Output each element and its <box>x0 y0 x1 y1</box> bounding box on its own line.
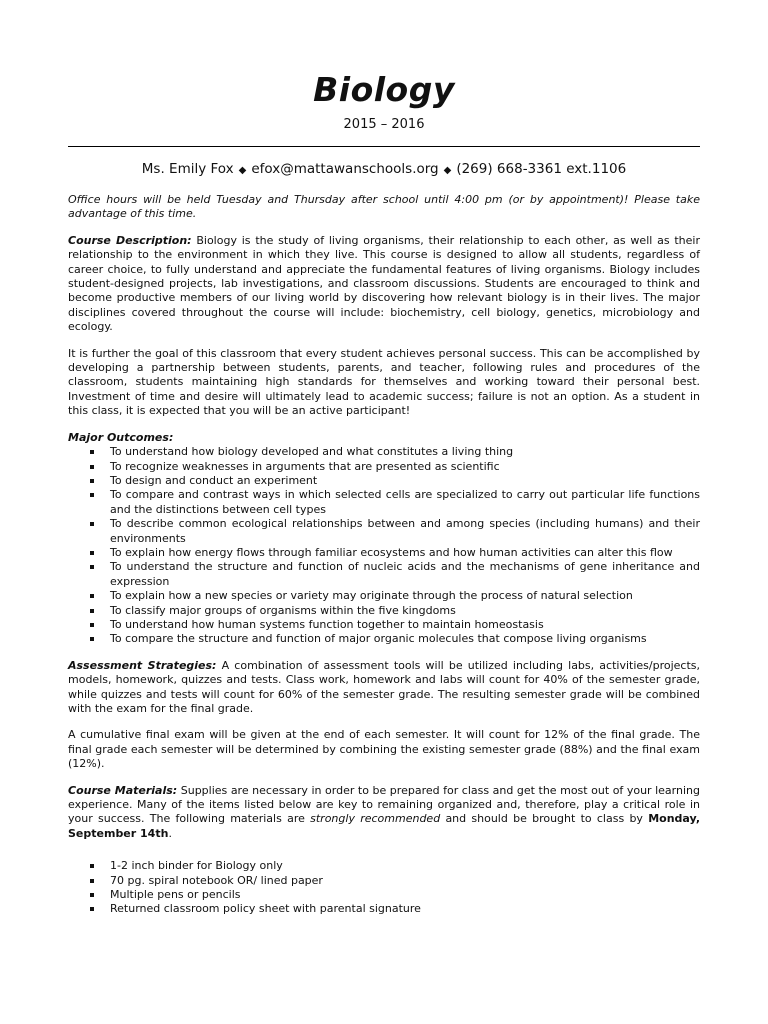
list-item: 1-2 inch binder for Biology only <box>110 859 700 873</box>
teacher-email: efox@mattawanschools.org <box>251 161 439 177</box>
goal-paragraph: It is further the goal of this classroom that every student achieves personal success. This can be accomplished by developing a partnership between students, parents, and teacher, following rules and procedures of the classroom, students maintaining high standards for themselves and working toward their personal best. Investment of time and desire will ultimately lead to academic success; failure is not an option. As a student in this class, it is expected that you will be an active participant! <box>68 346 700 418</box>
diamond-icon: ◆ <box>238 165 247 176</box>
assessment-text: A combination of assessment tools will be utilized including labs, activities/projects, models, homework, quizzes and tests. Class work, homework and labs will count for 40% of the semester grade, while quizzes and tests will count for 60% of the semester grade. The resulting semester grade will be combined with the exam for the final grade. <box>68 658 700 715</box>
list-item: To design and conduct an experiment <box>110 474 700 488</box>
list-item: To recognize weaknesses in arguments that are presented as scientific <box>110 460 700 474</box>
office-hours-note: Office hours will be held Tuesday and Thursday after school until 4:00 pm (or by appointment)! Please take advantage of this time. <box>68 193 700 221</box>
materials-list <box>68 859 700 917</box>
page-title: Biology <box>313 70 455 109</box>
list-item: Returned classroom policy sheet with parental signature <box>110 902 700 916</box>
materials-due-date: Monday, September 14th <box>68 812 700 840</box>
course-materials-section <box>68 784 700 842</box>
course-description-text: Biology is the study of living organisms, their relationship to each other, as well as their relationship to the environment in which they live. This course is designed to allow all students, regardless of career choice, to fully understand and appreciate the fundamental features of living organisms. Biology includes student-designed projects, lab investigations, and classroom discussions. Students are encouraged to think and become productive members of our living world by discovering how relevant biology is in their lives. The major disciplines covered throughout the course will include: biochemistry, cell biology, genetics, microbiology and ecology. <box>68 233 700 334</box>
major-outcomes-label: Major Outcomes: <box>68 430 174 444</box>
materials-emphasis: strongly recommended <box>310 812 441 826</box>
syllabus-body <box>68 193 700 929</box>
course-materials-label: Course Materials: <box>68 783 178 797</box>
list-item: To understand how biology developed and what constitutes a living thing <box>110 445 700 459</box>
list-item: To compare and contrast ways in which selected cells are specialized to carry out particular life functions and the distinctions between cell types <box>110 488 700 516</box>
diamond-icon: ◆ <box>443 165 452 176</box>
list-item: To describe common ecological relationships between and among species (including humans) and their environments <box>110 517 700 545</box>
list-item: To understand how human systems function together to maintain homeostasis <box>110 618 700 632</box>
major-outcomes-section <box>68 431 700 445</box>
contact-line <box>0 161 768 177</box>
course-description-section <box>68 234 700 335</box>
final-exam-paragraph: A cumulative final exam will be given at the end of each semester. It will count for 12% of the final grade. The final grade each semester will be determined by combining the existing semester grade (88%) and the final exam (12%). <box>68 728 700 771</box>
list-item: 70 pg. spiral notebook OR/ lined paper <box>110 874 700 888</box>
list-item: To explain how a new species or variety may originate through the process of natural selection <box>110 589 700 603</box>
list-item: Multiple pens or pencils <box>110 888 700 902</box>
header-divider <box>68 146 700 147</box>
materials-text-b: and should be brought to class by <box>440 812 649 826</box>
list-item: To explain how energy flows through familiar ecosystems and how human activities can alter this flow <box>110 546 700 560</box>
major-outcomes-list <box>68 445 700 647</box>
list-item: To compare the structure and function of major organic molecules that compose living organisms <box>110 632 700 646</box>
assessment-section <box>68 659 700 717</box>
course-description-label: Course Description: <box>68 233 192 247</box>
teacher-name: Ms. Emily Fox <box>141 161 234 177</box>
teacher-phone: (269) 668-3361 ext.1106 <box>456 161 627 177</box>
materials-end: . <box>168 826 172 840</box>
materials-text-a: Supplies are necessary in order to be prepared for class and get the most out of your learning experience. Many of the items listed below are key to remaining organized and, therefore, play a critical role in your success. The following materials are <box>68 783 700 826</box>
list-item: To understand the structure and function of nucleic acids and the mechanisms of gene inheritance and expression <box>110 560 700 588</box>
school-year: 2015 – 2016 <box>343 117 425 132</box>
assessment-label: Assessment Strategies: <box>68 658 217 672</box>
list-item: To classify major groups of organisms within the five kingdoms <box>110 604 700 618</box>
